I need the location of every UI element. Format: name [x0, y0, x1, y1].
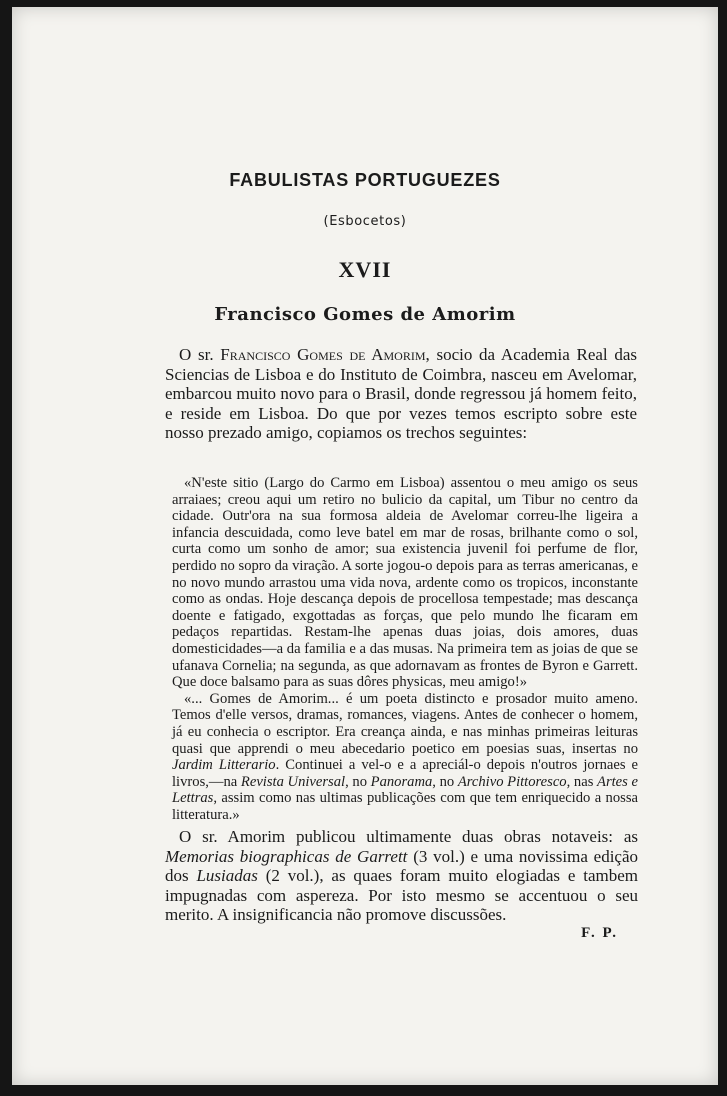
author-heading: Francisco Gomes de Amorim: [214, 304, 516, 325]
title-memorias-biographicas: Memorias biographicas de Garrett: [165, 846, 408, 866]
series-title: FABULISTAS PORTUGUEZES: [229, 170, 501, 190]
title-artes-e-lettras: Artes e Lettras: [172, 773, 638, 807]
title-archivo-pittoresco: Archivo Pittoresco: [457, 773, 567, 790]
title-jardim-litterario: Jardim Litterario: [172, 757, 276, 774]
quote-paragraph-2: [172, 691, 638, 824]
intro-text: , socio da Academia Real das Sciencias de Lisboa e do Instituto de Coimbra, nasceu em Avelomar, embarcou muito novo para o Brasil, donde regressou já homem feito, e reside em Lisboa. Do que por vezes temos escripto sobre este nosso prezado amigo, copiamos os trechos seguintes:: [165, 345, 638, 443]
closing-text: (2 vol.), as quaes foram muito elogiadas e tambem impugnadas com aspereza. Por isto mesmo se accentuou o seu merito. A insignificancia não promove discussões.: [165, 866, 638, 925]
quote-paragraph-1: «N'este sitio (Largo do Carmo em Lisboa) assentou o meu amigo os seus arraiaes; creou aqui um retiro no bulicio da capital, um Tibur no centro da cidade. Outr'ora na sua formosa aldeia de Avelomar correu-lhe ligeira a infancia descuidada, como leve batel em mar de rosas, brilhante como o sol, curta como um sonho de amor; sua existencia juvenil foi perfume de flor, perdido no sopro da viração. A sorte jogou-o depois para as terras americanas, e no novo mundo arrastou uma vida nova, ardente como os tropicos, inconstante como as ondas. Hoje descança depois de procellosa tempestade; mas descança doente e fatigado, exgottadas as forças, que pelo mundo lhe ficaram em pedaços repartidas. Restam-lhe apenas duas joias, dois amores, duas domesticidades—a da familia e a das musas. Na primeira tem as joias de que se ufanava Cornelia; na segunda, as que adornavam as frontes de Byron e Garrett. Que doce balsamo para as suas dôres physicas, meu amigo!»: [172, 475, 638, 691]
quote-text: , nas: [566, 773, 598, 790]
closing-text: O sr. Amorim publicou ultimamente duas obras notaveis: as: [179, 827, 638, 846]
quote-text: , no: [432, 773, 458, 790]
intro-lead: O sr.: [179, 345, 214, 364]
chapter-numeral: XVII: [338, 257, 392, 282]
page-sheet: [12, 7, 718, 1085]
intro-paragraph: [165, 345, 637, 443]
signature: F. P.: [581, 925, 618, 941]
subtitle: (Esbocetos): [323, 214, 407, 229]
quote-text: , no: [345, 773, 371, 790]
title-panorama: Panorama: [370, 773, 433, 790]
closing-paragraph: [165, 827, 638, 925]
title-revista-universal: Revista Universal: [240, 773, 346, 790]
quoted-excerpt: [172, 475, 638, 823]
closing-text: (3 vol.) e uma novissima edição dos: [165, 846, 639, 886]
quote-text: , assim como nas ultimas publicações com que tem enriquecido a nossa litteratura.»: [172, 790, 638, 823]
quote-text: . Continuei a vel-o e a apreciál-o depois n'outros jornaes e livros,—na: [172, 757, 639, 790]
title-lusiadas: Lusiadas: [196, 866, 258, 886]
intro-author-name: Francisco Gomes de Amorim: [220, 345, 426, 364]
quote-text: «... Gomes de Amorim... é um poeta distincto e prosador muito ameno. Temos d'elle versos, dramas, romances, viagens. Antes de conhecer o homem, já eu conhecia o escriptor. Era creança ainda, e nas minhas primeiras leituras quasi que apprendi o meu abecedario poetico em poesias suas, insertas no: [172, 690, 638, 757]
